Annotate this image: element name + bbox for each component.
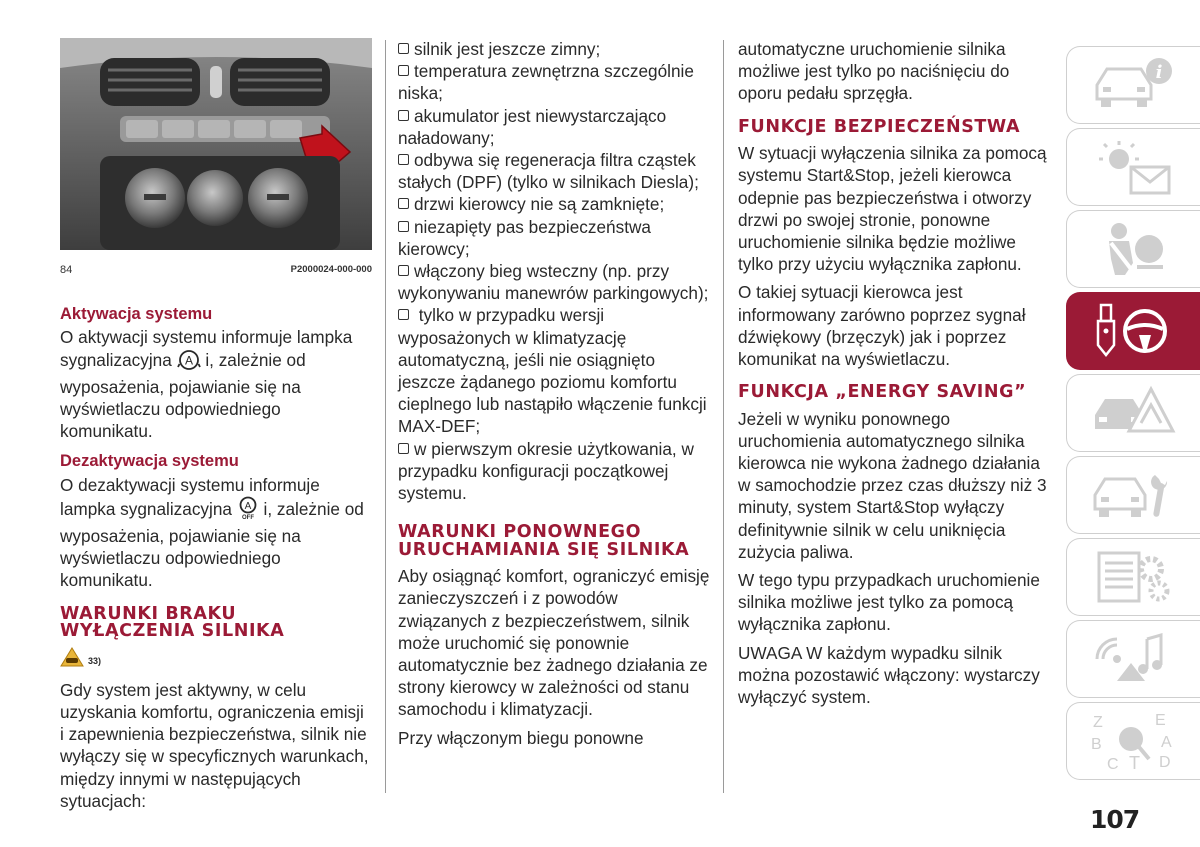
restart-heading: WARUNKI PONOWNEGO URUCHAMIANIA SIĘ SILNIKA xyxy=(398,522,690,560)
checkbox-bullet-icon xyxy=(398,265,409,276)
svg-text:B: B xyxy=(1090,736,1102,753)
list-item-text: tylko w przypadku wersji wyposażonych w klimatyzację automatyczną, jeśli nie osiągnięto jeszcze żądanego poziomu komfortu cieplnego lub nastąpiło włączenie funkcji MAX-DEF; xyxy=(398,305,707,437)
checkbox-bullet-icon xyxy=(398,443,409,454)
multimedia-icon xyxy=(1089,629,1179,689)
list-item xyxy=(398,216,710,260)
svg-text:E: E xyxy=(1154,712,1166,729)
list-item-text: odbywa się regeneracja filtra cząstek stałych (DPF) (tylko w silnikach Diesla); xyxy=(398,150,699,193)
list-item xyxy=(398,304,710,437)
column-2 xyxy=(398,38,710,755)
tab-multimedia[interactable] xyxy=(1066,620,1200,698)
no-stop-paragraph: Gdy system jest aktywny, w celu uzyskania komfortu, ograniczenia emisji i zapewnienia bezpieczeństwa, silnik nie wyłączy się w specyficznych warunkach, między innymi w następujących sytuacjach: xyxy=(60,679,369,811)
list-item-text: włączony bieg wsteczny (np. przy wykonywaniu manewrów parkingowych); xyxy=(398,261,709,304)
checkbox-bullet-icon xyxy=(398,110,409,121)
deactivation-heading: Dezaktywacja systemu xyxy=(60,452,239,471)
alphabetical-index-icon xyxy=(1089,711,1179,771)
tab-emergency[interactable] xyxy=(1066,374,1200,452)
svg-text:C: C xyxy=(1106,756,1119,771)
warning-reference xyxy=(60,647,372,675)
checkbox-bullet-icon xyxy=(398,65,409,76)
checkbox-bullet-icon xyxy=(398,154,409,165)
safety-paragraph-2: O takiej sytuacji kierowca jest informowany zarówno poprzez sygnał dźwiękowy (brzęczyk) jak i poprzez komunikat na wyświetlaczu. xyxy=(738,282,1026,369)
column-divider-2 xyxy=(723,40,724,793)
no-stop-heading: WARUNKI BRAKU WYŁĄCZENIA SILNIKA xyxy=(60,603,285,642)
svg-text:D: D xyxy=(1158,754,1171,771)
list-item xyxy=(398,38,710,60)
list-item-text: akumulator jest niewystarczająco naładowany; xyxy=(398,105,667,148)
list-item xyxy=(398,60,710,104)
tab-starting-driving[interactable] xyxy=(1066,292,1200,370)
list-item-text: temperatura zewnętrzna szczególnie niska; xyxy=(398,61,694,104)
list-item-text: w pierwszym okresie użytkowania, w przypadku konfiguracji początkowej systemu. xyxy=(398,438,694,504)
list-item xyxy=(398,438,710,505)
tab-car-info[interactable] xyxy=(1066,46,1200,124)
tab-technical-data[interactable] xyxy=(1066,538,1200,616)
key-steering-wheel-icon xyxy=(1089,301,1179,361)
list-item xyxy=(398,105,710,149)
car-info-icon xyxy=(1089,55,1179,115)
checkbox-bullet-icon xyxy=(398,43,409,54)
activation-paragraph xyxy=(60,326,372,442)
energy-saving-heading: FUNKCJA „ENERGY SAVING” xyxy=(738,382,1027,403)
checkbox-bullet-icon xyxy=(398,221,409,232)
list-item xyxy=(398,149,710,193)
activation-text-b: i, zależnie od wyposażenia, pojawianie się na wyświetlaczu odpowiedniego komunikatu. xyxy=(60,349,306,442)
svg-text:T: T xyxy=(1128,753,1140,771)
column-divider-1 xyxy=(385,40,386,793)
warning-ref-number: 33) xyxy=(88,655,102,666)
tab-lights-messages[interactable] xyxy=(1066,128,1200,206)
column-3 xyxy=(738,38,1050,714)
tab-safety[interactable] xyxy=(1066,210,1200,288)
list-item-text: silnik jest jeszcze zimny; xyxy=(414,39,601,59)
deactivation-text-b: i, zależnie od wyposażenia, pojawianie się na wyświetlaczu odpowiedniego komunikatu. xyxy=(60,498,364,591)
figure-number: 84 xyxy=(60,264,73,276)
energy-saving-paragraph-2: W tego typu przypadkach uruchomienie silnika możliwe jest tylko za pomocą wyłącznika zapłonu. xyxy=(738,570,1040,635)
energy-saving-paragraph: Jeżeli w wyniku ponownego uruchomienia automatycznego silnika kierowca nie wykona żadnego działania w samochodzie przez czas dłuższy niż 3 minuty, system Start&Stop wyłączy definitywnie silnik w celu uniknięcia zużycia paliwa. xyxy=(738,408,1047,562)
list-item xyxy=(398,260,710,304)
technical-data-icon xyxy=(1089,547,1179,607)
auto-stop-A-icon xyxy=(177,349,201,376)
car-maintenance-icon xyxy=(1089,465,1179,525)
svg-text:i: i xyxy=(1155,62,1162,83)
lights-messages-icon xyxy=(1089,137,1179,197)
safety-heading: FUNKCJE BEZPIECZEŃSTWA xyxy=(738,116,1021,137)
car-emergency-icon xyxy=(1089,383,1179,443)
tab-alphabetical-index[interactable] xyxy=(1066,702,1200,780)
list-item-text: niezapięty pas bezpieczeństwa kierowcy; xyxy=(398,216,651,259)
continued-paragraph: automatyczne uruchomienie silnika możliwe jest tylko po naciśnięciu do oporu pedału sprzęgła. xyxy=(738,39,1010,104)
activation-text-a: O aktywacji systemu informuje lampka sygnalizacyjna xyxy=(60,327,353,370)
dashboard-illustration xyxy=(60,38,372,250)
svg-text:A: A xyxy=(1160,734,1172,751)
checkbox-bullet-icon xyxy=(398,309,409,320)
page-number: 107 xyxy=(1090,805,1140,834)
figure-caption xyxy=(60,259,372,281)
restart-paragraph: Aby osiągnąć komfort, ograniczyć emisję zanieczyszczeń i z powodów związanych z bezpieczeństwem, silnik może uruchomić się ponownie automatycznie bez żadnego działania ze strony kierowcy w zależności od stanu samochodu i klimatyzacji. xyxy=(398,566,710,720)
conditions-list xyxy=(398,38,710,504)
svg-text:Z: Z xyxy=(1092,714,1103,731)
svg-text:A: A xyxy=(244,500,252,512)
list-item-text: drzwi kierowcy nie są zamknięte; xyxy=(414,194,665,215)
list-item xyxy=(398,193,710,215)
restart-paragraph-2: Przy włączonym biegu ponowne xyxy=(398,727,644,748)
safety-airbag-icon xyxy=(1089,219,1179,279)
dashboard-photo xyxy=(60,38,372,250)
tab-maintenance[interactable] xyxy=(1066,456,1200,534)
column-1 xyxy=(60,38,372,818)
checkbox-bullet-icon xyxy=(398,198,409,209)
warning-triangle-icon xyxy=(60,647,84,675)
svg-text:A: A xyxy=(184,353,193,368)
svg-text:OFF: OFF xyxy=(241,514,254,520)
note-paragraph: UWAGA W każdym wypadku silnik można pozostawić włączony: wystarczy wyłączyć system. xyxy=(738,642,1040,708)
chapter-tabs xyxy=(1066,46,1200,784)
figure-code: P2000024-000-000 xyxy=(290,264,372,275)
safety-paragraph: W sytuacji wyłączenia silnika za pomocą systemu Start&Stop, jeżeli kierowca odepnie pas bezpieczeństwa i otworzy drzwi po swojej stronie, ponowne uruchomienie silnika będzie możliwe tylko przy użyciu wyłącznika zapłonu. xyxy=(738,143,1047,275)
deactivation-text-a: O dezaktywacji systemu informuje lampka sygnalizacyjna xyxy=(60,474,320,519)
deactivation-paragraph xyxy=(60,474,372,592)
activation-heading: Aktywacja systemu xyxy=(60,305,213,324)
auto-stop-off-icon xyxy=(237,496,259,525)
